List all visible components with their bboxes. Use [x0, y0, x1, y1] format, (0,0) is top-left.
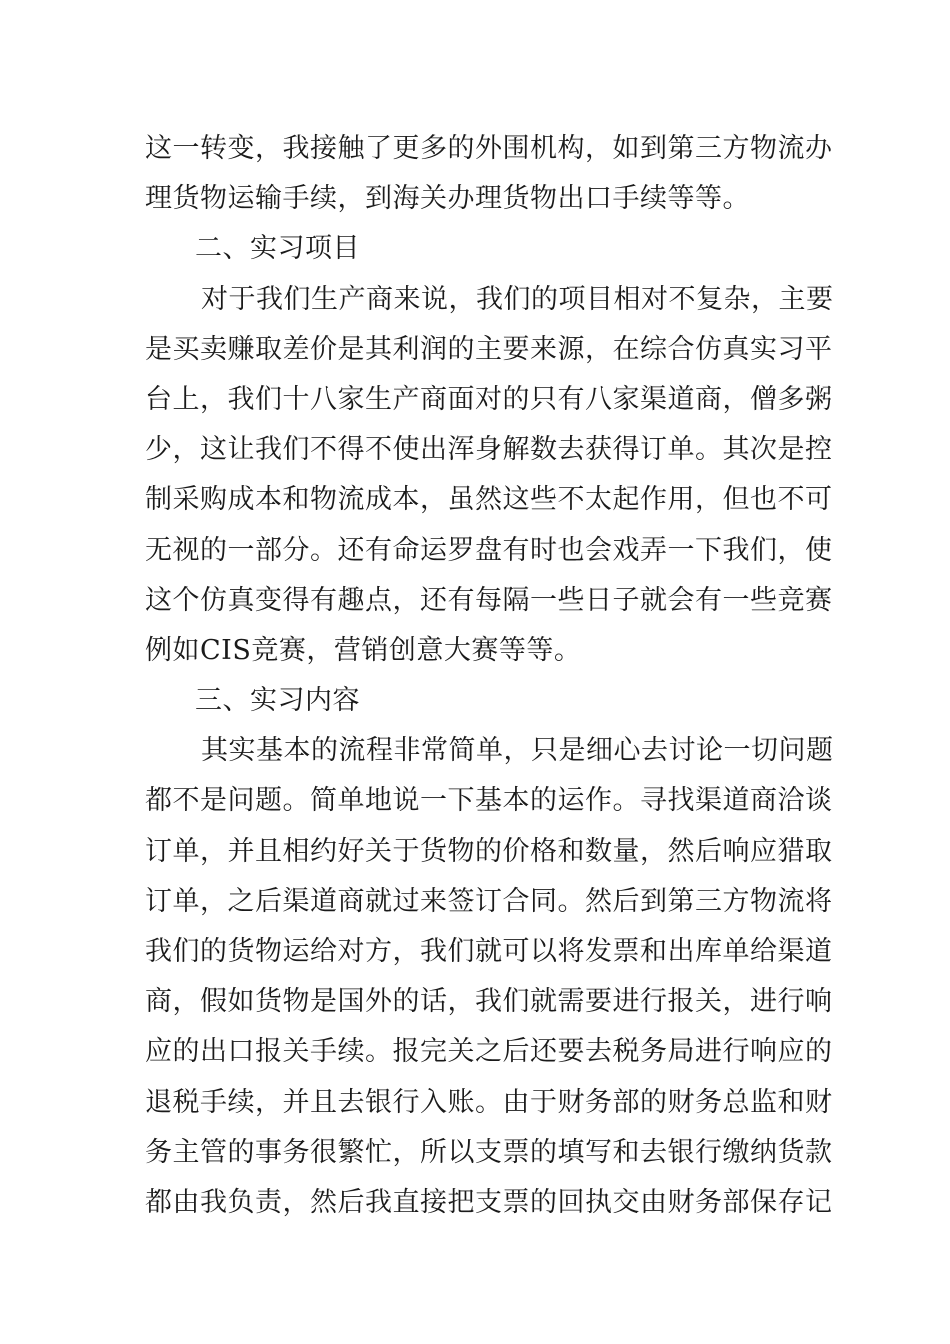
section-heading: 三、实习内容 — [195, 685, 360, 717]
paragraph-line: 订单，并且相约好关于货物的价格和数量，然后响应猎取 — [145, 835, 833, 867]
paragraph-line: 都由我负责，然后我直接把支票的回执交由财务部保存记 — [145, 1186, 833, 1218]
paragraph-line: 理货物运输手续，到海关办理货物出口手续等等。 — [145, 183, 750, 215]
paragraph-line: 是买卖赚取差价是其利润的主要来源，在综合仿真实习平 — [145, 333, 833, 365]
paragraph-line: 应的出口报关手续。报完关之后还要去税务局进行响应的 — [145, 1036, 833, 1068]
document-body — [145, 124, 834, 1228]
paragraph-line: 都不是问题。简单地说一下基本的运作。寻找渠道商洽谈 — [145, 785, 833, 817]
paragraph-line: 制采购成本和物流成本，虽然这些不太起作用，但也不可 — [145, 484, 833, 516]
paragraph-line: 订单，之后渠道商就过来签订合同。然后到第三方物流将 — [145, 885, 833, 917]
paragraph-line: 商，假如货物是国外的话，我们就需要进行报关，进行响 — [145, 986, 833, 1018]
paragraph-line: 台上，我们十八家生产商面对的只有八家渠道商，僧多粥 — [145, 383, 833, 415]
paragraph-line: 退税手续，并且去银行入账。由于财务部的财务总监和财 — [145, 1086, 833, 1118]
section-heading: 二、实习项目 — [195, 233, 360, 265]
paragraph-line: 我们的货物运给对方，我们就可以将发票和出库单给渠道 — [145, 936, 833, 967]
paragraph-line: 无视的一部分。还有命运罗盘有时也会戏弄一下我们，使 — [145, 534, 833, 566]
paragraph-line: 对于我们生产商来说，我们的项目相对不复杂，主要 — [201, 283, 834, 315]
paragraph-line: 这个仿真变得有趣点，还有每隔一些日子就会有一些竞赛 — [145, 584, 833, 616]
paragraph-line: 其实基本的流程非常简单，只是细心去讨论一切问题 — [201, 735, 834, 767]
paragraph-line: 务主管的事务很繁忙，所以支票的填写和去银行缴纳货款 — [145, 1136, 833, 1168]
paragraph-line: 少，这让我们不得不使出浑身解数去获得订单。其次是控 — [145, 434, 833, 466]
paragraph-line: 例如CIS竞赛，营销创意大赛等等。 — [145, 634, 582, 666]
paragraph-line: 这一转变，我接触了更多的外围机构，如到第三方物流办 — [145, 133, 833, 164]
